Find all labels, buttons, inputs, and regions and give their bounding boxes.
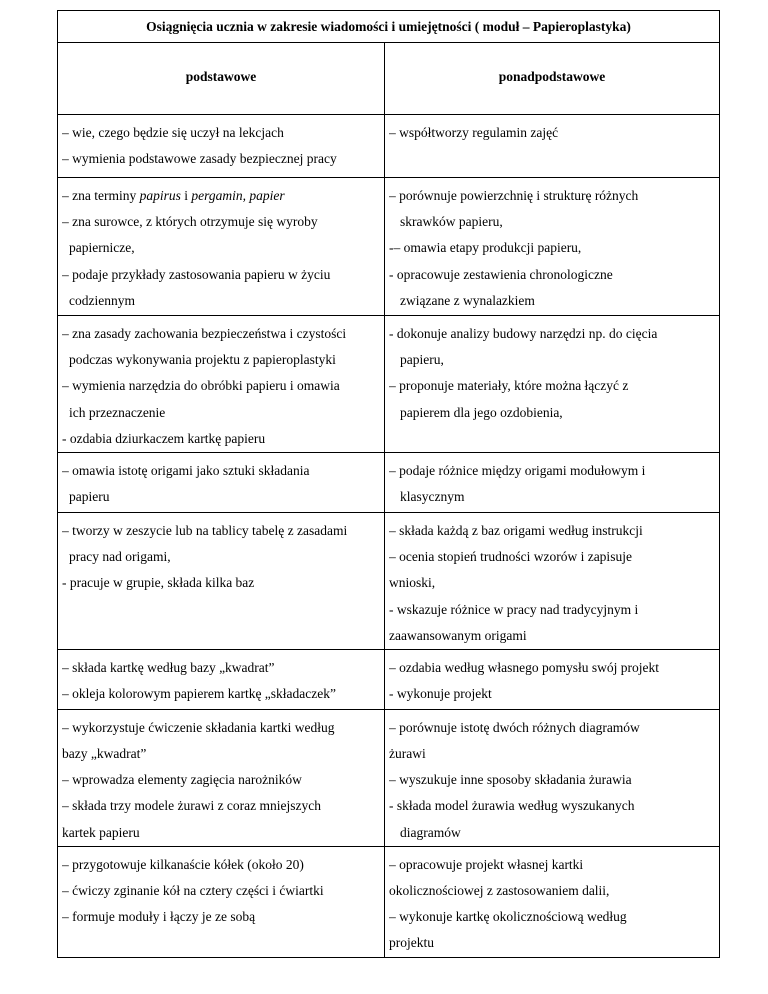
basic-cell: [58, 115, 385, 178]
advanced-line: – wyszukuje inne sposoby składania żurawia: [389, 772, 632, 788]
table-row: [58, 649, 720, 709]
basic-line: pracy nad origami,: [69, 549, 171, 565]
advanced-line: - dokonuje analizy budowy narzędzi np. do cięcia: [389, 326, 658, 341]
advanced-cell: [385, 452, 720, 512]
basic-cell: [58, 709, 385, 846]
basic-line: bazy „kwadrat”: [62, 746, 147, 762]
advanced-line: – proponuje materiały, które można łączyć z: [389, 378, 629, 394]
advanced-line: – ozdabia według własnego pomysłu swój projekt: [389, 659, 659, 675]
advanced-line: – wykonuje kartkę okolicznościową według: [389, 909, 627, 925]
table-row: [58, 512, 720, 649]
basic-line: papiernicze,: [69, 240, 135, 256]
advanced-cell: [385, 649, 720, 709]
basic-line: – składa kartkę według bazy „kwadrat”: [62, 659, 275, 675]
advanced-line: -– omawia etapy produkcji papieru,: [389, 240, 582, 256]
advanced-line: żurawi: [389, 746, 426, 762]
advanced-line: papierem dla jego ozdobienia,: [400, 404, 563, 420]
table-row: [58, 452, 720, 512]
advanced-line: – opracowuje projekt własnej kartki: [389, 856, 584, 872]
basic-line: papieru: [69, 489, 110, 505]
term-papirus: papirus: [139, 188, 181, 203]
basic-line: – wymienia narzędzia do obróbki papieru i omawia: [62, 378, 340, 394]
basic-line: podczas wykonywania projektu z papieroplastyki: [69, 352, 336, 368]
basic-line: – ćwiczy zginanie kół na cztery części i ćwiartki: [62, 883, 324, 898]
advanced-line: okolicznościowej z zastosowaniem dalii,: [389, 883, 610, 898]
basic-line: – wykorzystuje ćwiczenie składania kartki według: [62, 719, 335, 735]
title-row: [58, 11, 720, 43]
basic-line: – formuje moduły i łączy je ze sobą: [62, 909, 256, 925]
advanced-line: – porównuje istotę dwóch różnych diagramów: [389, 719, 640, 735]
advanced-cell: [385, 316, 720, 453]
basic-line: – zna surowce, z których otrzymuje się wyroby: [62, 214, 318, 230]
header-advanced-cell: [385, 43, 720, 115]
header-basic-cell: [58, 43, 385, 115]
basic-cell: [58, 649, 385, 709]
text-segment: – zna terminy: [62, 188, 140, 203]
basic-cell: [58, 316, 385, 453]
term-pergamin-papier: pergamin, papier: [191, 188, 285, 203]
basic-line: codziennym: [69, 292, 135, 308]
basic-line: – okleja kolorowym papierem kartkę „składaczek”: [62, 686, 337, 702]
advanced-cell: [385, 846, 720, 957]
advanced-line: klasycznym: [400, 489, 465, 505]
advanced-line: - wskazuje różnice w pracy nad tradycyjnym i: [389, 601, 639, 617]
basic-line: kartek papieru: [62, 824, 140, 840]
advanced-cell: [385, 115, 720, 178]
basic-cell: [58, 512, 385, 649]
advanced-line: wnioski,: [389, 575, 436, 591]
advanced-line: - opracowuje zestawienia chronologiczne: [389, 266, 613, 282]
advanced-cell: [385, 709, 720, 846]
header-basic: podstawowe: [185, 69, 257, 84]
advanced-line: – ocenia stopień trudności wzorów i zapisuje: [389, 549, 632, 565]
header-advanced: ponadpodstawowe: [498, 69, 606, 84]
advanced-line: – porównuje powierzchnię i strukturę różnych: [389, 188, 639, 203]
table-row: [58, 316, 720, 453]
advanced-cell: [385, 178, 720, 316]
advanced-line: - wykonuje projekt: [389, 686, 492, 702]
advanced-line: papieru,: [400, 352, 444, 368]
advanced-line: związane z wynalazkiem: [400, 292, 535, 308]
basic-line: ich przeznaczenie: [69, 404, 166, 420]
advanced-line: – współtworzy regulamin zajęć: [389, 125, 559, 140]
basic-line: – podaje przykłady zastosowania papieru w życiu: [62, 266, 331, 282]
basic-cell: [58, 178, 385, 316]
table-row: [58, 709, 720, 846]
advanced-cell: [385, 512, 720, 649]
basic-cell: [58, 452, 385, 512]
basic-line: – zna zasady zachowania bezpieczeństwa i czystości: [62, 326, 347, 341]
advanced-line: - składa model żurawia według wyszukanych: [389, 798, 635, 814]
advanced-line: – podaje różnice między origami modułowym i: [389, 462, 646, 478]
basic-line: – tworzy w zeszycie lub na tablicy tabelę z zasadami: [62, 522, 348, 538]
basic-cell: [58, 846, 385, 957]
basic-line: [62, 183, 381, 209]
basic-line: – wprowadza elementy zagięcia narożników: [62, 772, 302, 788]
basic-line: - pracuje w grupie, składa kilka baz: [62, 575, 255, 591]
table-row: [58, 178, 720, 316]
basic-line: – przygotowuje kilkanaście kółek (około 20): [62, 856, 304, 872]
header-row: [58, 43, 720, 115]
basic-line: – składa trzy modele żurawi z coraz mniejszych: [62, 798, 322, 814]
basic-line: – omawia istotę origami jako sztuki składania: [62, 462, 310, 478]
basic-line: – wie, czego będzie się uczył na lekcjach: [62, 125, 284, 140]
table-title: Osiągnięcia ucznia w zakresie wiadomości i umiejętności ( moduł – Papieroplastyka): [58, 11, 720, 43]
advanced-line: diagramów: [400, 824, 461, 840]
table-row: [58, 115, 720, 178]
advanced-line: – składa każdą z baz origami według instrukcji: [389, 522, 643, 538]
text-segment: i: [180, 188, 192, 203]
table-row: [58, 846, 720, 957]
basic-line: – wymienia podstawowe zasady bezpiecznej pracy: [62, 151, 337, 167]
advanced-line: zaawansowanym origami: [389, 627, 527, 643]
advanced-line: projektu: [389, 935, 434, 951]
basic-line: - ozdabia dziurkaczem kartkę papieru: [62, 430, 266, 446]
achievements-table: [57, 10, 720, 958]
advanced-line: skrawków papieru,: [400, 214, 503, 230]
